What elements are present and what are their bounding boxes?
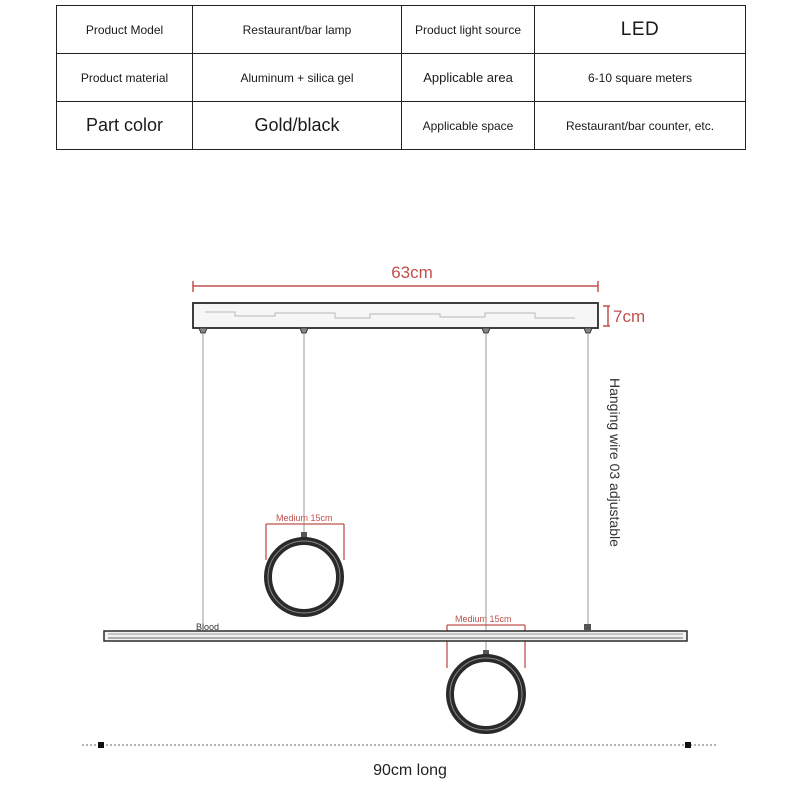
spec-value-color: Gold/black: [193, 102, 402, 150]
spec-value-light-source: LED: [535, 6, 746, 54]
spec-label-material: Product material: [57, 54, 193, 102]
spec-label-color: Part color: [57, 102, 193, 150]
hanging-wires: [203, 333, 588, 650]
spec-label-light-source: Product light source: [402, 6, 535, 54]
canopy-height-label: 7cm: [613, 307, 646, 326]
canopy-width-dimension: [193, 281, 598, 292]
spec-value-space: Restaurant/bar counter, etc.: [535, 102, 746, 150]
spec-label-space: Applicable space: [402, 102, 535, 150]
spec-label-area: Applicable area: [402, 54, 535, 102]
linear-bar-lamp: [104, 631, 687, 641]
bar-label: Blood: [196, 622, 220, 632]
wire-note: Hanging wire 03 adjustable: [607, 378, 623, 547]
canopy-height-dimension: [603, 306, 610, 326]
total-length-dimension: [82, 742, 716, 748]
ring-right-label: Medium 15cm: [455, 614, 512, 624]
spec-value-material: Aluminum + silica gel: [193, 54, 402, 102]
spec-value-model: Restaurant/bar lamp: [193, 6, 402, 54]
ring-lamp-left: [268, 532, 340, 613]
bar-mount-right: [584, 624, 591, 631]
ring-lamp-right: [450, 650, 522, 730]
spec-label-model: Product Model: [57, 6, 193, 54]
canopy-width-label: 63cm: [391, 263, 433, 282]
total-length-label: 90cm long: [373, 762, 447, 779]
ring-left-label: Medium 15cm: [276, 513, 333, 523]
spec-value-area: 6-10 square meters: [535, 54, 746, 102]
